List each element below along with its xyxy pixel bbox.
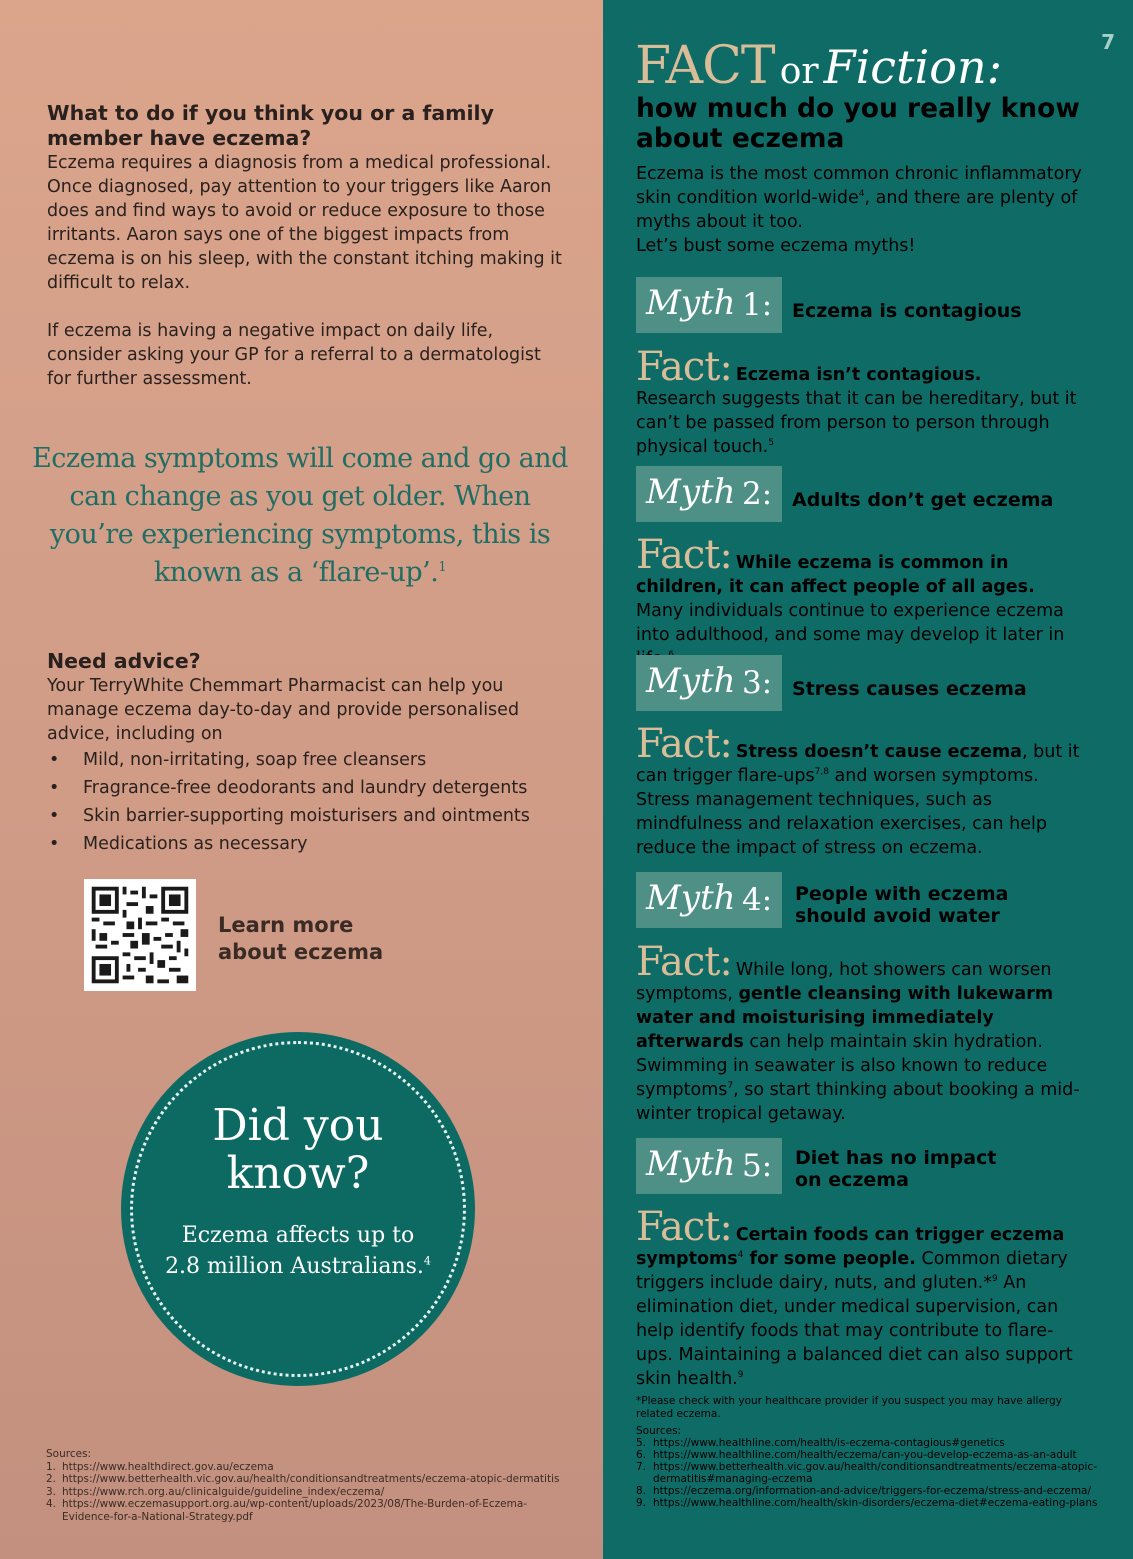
fact-5-bold-cont: for some people. <box>743 1249 916 1269</box>
myth-number: 3: <box>742 665 773 701</box>
fact-5-ref2: 9 <box>991 1274 998 1285</box>
source-item[interactable] <box>46 1486 566 1499</box>
claim-line1: People with eczema <box>795 883 1009 905</box>
fact-1-block <box>636 344 1086 459</box>
fact-word: Fact: <box>636 1204 732 1250</box>
page-subtitle: how much do you really know about eczema <box>636 93 1080 154</box>
sources-label: Sources: <box>46 1448 92 1460</box>
source-link[interactable]: https://www.betterhealth.vic.gov.au/health/conditionsandtreatments/eczema-atopic-dermatitis#managing-eczema <box>653 1461 1097 1485</box>
left-sources <box>46 1448 566 1523</box>
source-link[interactable]: https://www.healthline.com/health/is-eczema-contagious#genetics <box>653 1437 1005 1449</box>
learn-more-line2: about eczema <box>218 940 384 964</box>
dotted-ring <box>130 1041 466 1377</box>
did-you-know-circle <box>121 1032 475 1386</box>
fact-3-block <box>636 721 1086 860</box>
myth-4-badge <box>636 872 782 928</box>
did-you-know-text <box>141 1220 455 1282</box>
source-link[interactable]: https://www.healthline.com/health/skin-disorders/eczema-diet#eczema-eating-plans <box>653 1497 1098 1509</box>
source-link[interactable]: https://www.eczemasupport.org.au/wp-content/uploads/2023/08/The-Burden-of-Eczema-Evidence-for-a-National-Strategy.pdf <box>62 1498 528 1523</box>
advice-heading: Need advice? <box>47 649 201 673</box>
myth-1-claim: Eczema is contagious <box>792 300 1022 322</box>
diagnosis-section <box>47 101 567 391</box>
source-link[interactable]: https://www.betterhealth.vic.gov.au/health/conditionsandtreatments/eczema-atopic-dermatitis <box>62 1473 560 1485</box>
fact-5-bold: Certain foods can trigger eczema symptoms <box>636 1225 1065 1269</box>
gp-paragraph: If eczema is having a negative impact on daily life, consider asking your GP for a referral to a dermatologist for further assessment. <box>47 321 541 389</box>
fact-2-text: Many individuals continue to experience eczema into adulthood, and some may develop it later in <box>636 601 1065 645</box>
fact-4-bold: gentle cleansing with lukewarm water and moisturising immediately afterwards <box>636 984 1054 1052</box>
fact-4-block <box>636 939 1081 1126</box>
quote-ref: 1 <box>438 560 447 575</box>
source-number: 3. <box>46 1485 57 1498</box>
source-item[interactable] <box>636 1449 1106 1461</box>
source-link[interactable]: https://eczema.org/information-and-advice/triggers-for-eczema/stress-and-eczema/ <box>653 1485 1092 1497</box>
myth-number: 5: <box>742 1148 773 1184</box>
quote-text: Eczema symptoms will come and go and can change as you get older. When you’re experiencing symptoms, this is known as a ‘flare-up’. <box>32 443 568 588</box>
source-item[interactable] <box>636 1437 1106 1449</box>
fact-3-text-cont: and worsen symptoms. Stress management techniques, such as mindfulness and relaxation exercises, can help reduce the impact of stress on eczema. <box>636 766 1047 858</box>
source-link[interactable]: https://www.healthline.com/health/eczema/can-you-develop-eczema-as-an-adult <box>653 1449 1077 1461</box>
claim-line1: Diet has no impact <box>795 1147 997 1169</box>
fact-5-block <box>636 1204 1086 1391</box>
myth-word: Myth <box>646 472 736 512</box>
myth-word: Myth <box>646 661 736 701</box>
claim-line2: on eczema <box>795 1169 909 1191</box>
text-line1: Eczema affects up to <box>181 1223 415 1248</box>
qr-code[interactable] <box>84 879 196 991</box>
myth-word: Myth <box>646 878 736 918</box>
text-line2-wrap <box>141 1251 455 1282</box>
myth-word: Myth <box>646 1144 736 1184</box>
fact-5-ref3: 9 <box>737 1370 744 1381</box>
fact-word: Fact: <box>636 344 732 390</box>
intro-text-cont: , and there are plenty of myths about it too. <box>636 188 1078 232</box>
source-number: 7. <box>636 1461 647 1473</box>
source-item[interactable] <box>636 1485 1106 1497</box>
fact-or-fiction-title <box>635 36 1002 96</box>
fact-3-bold: Stress doesn’t cause eczema <box>735 742 1022 762</box>
advice-list <box>47 746 577 858</box>
myth-3-claim: Stress causes eczema <box>792 678 1027 700</box>
diagnosis-paragraph: Eczema requires a diagnosis from a medical professional. Once diagnosed, pay attention to your triggers like Aaron does and find ways to avoid or reduce exposure to those irritants. Aaron says one of the biggest impacts from eczema is on his sleep, with the constant itching making it difficult to relax. <box>47 153 562 293</box>
did-you-know-title <box>121 1102 475 1198</box>
source-item[interactable] <box>46 1498 566 1523</box>
allergy-footnote: *Please check with your healthcare provider if you suspect you may have allergy related eczema. <box>636 1395 1062 1420</box>
title-fact: FACT <box>635 36 775 96</box>
intro-line2: Let’s bust some eczema myths! <box>636 236 916 256</box>
title-line2: know? <box>226 1148 370 1199</box>
sources-list <box>46 1461 566 1524</box>
source-item[interactable] <box>46 1461 566 1474</box>
fact-5-text: Common dietary triggers include dairy, nuts, and gluten.* <box>636 1249 1068 1293</box>
myth-5-claim <box>795 1147 1095 1191</box>
source-number: 2. <box>46 1473 57 1485</box>
list-item: • Mild, non-irritating, soap free cleansers <box>47 746 577 774</box>
source-number: 1. <box>46 1460 57 1473</box>
myth-2-claim: Adults don’t get eczema <box>792 489 1054 511</box>
myth-5-badge <box>636 1138 782 1194</box>
flare-up-quote <box>30 440 570 592</box>
fact-word: Fact: <box>636 939 732 985</box>
fact-4-ref: 7 <box>727 1081 734 1092</box>
list-item: • Medications as necessary <box>47 830 577 858</box>
fact-5-text-cont: An elimination diet, under medical supervision, can help identify foods that may contribute to flare-ups. Maintaining a balanced diet can also support skin health. <box>636 1273 1073 1389</box>
fact-4-text: While long, hot showers can worsen symptoms, <box>636 960 1052 1004</box>
learn-more-label <box>218 912 383 966</box>
myth-number: 2: <box>742 476 773 512</box>
text-line2: 2.8 million Australians. <box>165 1254 424 1279</box>
right-sources <box>636 1425 1106 1509</box>
myth-2-badge <box>636 466 782 522</box>
source-number: 9. <box>636 1497 647 1509</box>
intro-text: Eczema is the most common chronic inflammatory skin condition world-wide <box>636 164 1082 208</box>
claim-line2: should avoid water <box>795 905 1000 927</box>
intro-paragraph <box>636 162 1106 258</box>
source-item[interactable] <box>46 1473 566 1486</box>
fact-1-ref: 5 <box>768 438 774 449</box>
source-number: 6. <box>636 1449 647 1461</box>
fact-3-text: , but it can trigger flare-ups <box>636 742 1080 786</box>
fact-2-bold: While eczema is common in children, it can affect people of all ages. <box>636 553 1035 597</box>
myth-word: Myth <box>646 283 736 323</box>
title-fiction: Fiction: <box>823 40 1003 94</box>
fact-1-bold: Eczema isn’t contagious. <box>735 365 982 385</box>
fact-4-text-end: , so start thinking about booking a mid-winter tropical getaway. <box>636 1080 1080 1124</box>
fact-2-block <box>636 532 1086 671</box>
title-line1: Did you <box>212 1100 384 1151</box>
source-link[interactable]: https://www.rch.org.au/clinicalguide/guideline_index/eczema/ <box>62 1485 385 1498</box>
fact-5-ref1: 4 <box>737 1250 744 1261</box>
learn-more-line1: Learn more <box>218 913 354 937</box>
fact-3-ref: 7,8 <box>814 767 829 778</box>
page-number: 7 <box>1101 30 1115 54</box>
sources-label: Sources: <box>636 1425 682 1437</box>
list-item: • Fragrance-free deodorants and laundry detergents <box>47 774 577 802</box>
intro-ref: 4 <box>858 189 865 200</box>
source-number: 5. <box>636 1437 647 1449</box>
fact-word: Fact: <box>636 532 732 578</box>
source-item[interactable] <box>636 1497 1106 1509</box>
advice-intro: Your TerryWhite Chemmart Pharmacist can help you manage eczema day-to-day and provide personalised advice, including on <box>47 676 520 744</box>
myth-1-badge <box>636 277 782 333</box>
source-link[interactable]: https://www.healthdirect.gov.au/eczema <box>62 1460 274 1473</box>
title-or: or <box>779 51 819 92</box>
source-number: 4. <box>46 1498 57 1510</box>
source-number: 8. <box>636 1485 647 1497</box>
myth-4-claim <box>795 883 1095 927</box>
list-item: • Skin barrier-supporting moisturisers and ointments <box>47 802 577 830</box>
sources-list <box>636 1437 1106 1509</box>
fact-1-text: Research suggests that it can be hereditary, but it can’t be passed from person to person through physical touch. <box>636 389 1077 457</box>
advice-section <box>47 649 577 858</box>
text-ref: 4 <box>423 1254 431 1268</box>
fact-4-text-cont: can help maintain skin hydration. Swimming in seawater is also known to reduce symptoms <box>636 1032 1048 1100</box>
myth-number: 4: <box>742 882 773 918</box>
diagnosis-heading: What to do if you think you or a family member have eczema? <box>47 101 494 150</box>
myth-3-badge <box>636 655 782 711</box>
source-item[interactable] <box>636 1461 1106 1485</box>
fact-word: Fact: <box>636 721 732 767</box>
myth-number: 1: <box>742 287 773 323</box>
